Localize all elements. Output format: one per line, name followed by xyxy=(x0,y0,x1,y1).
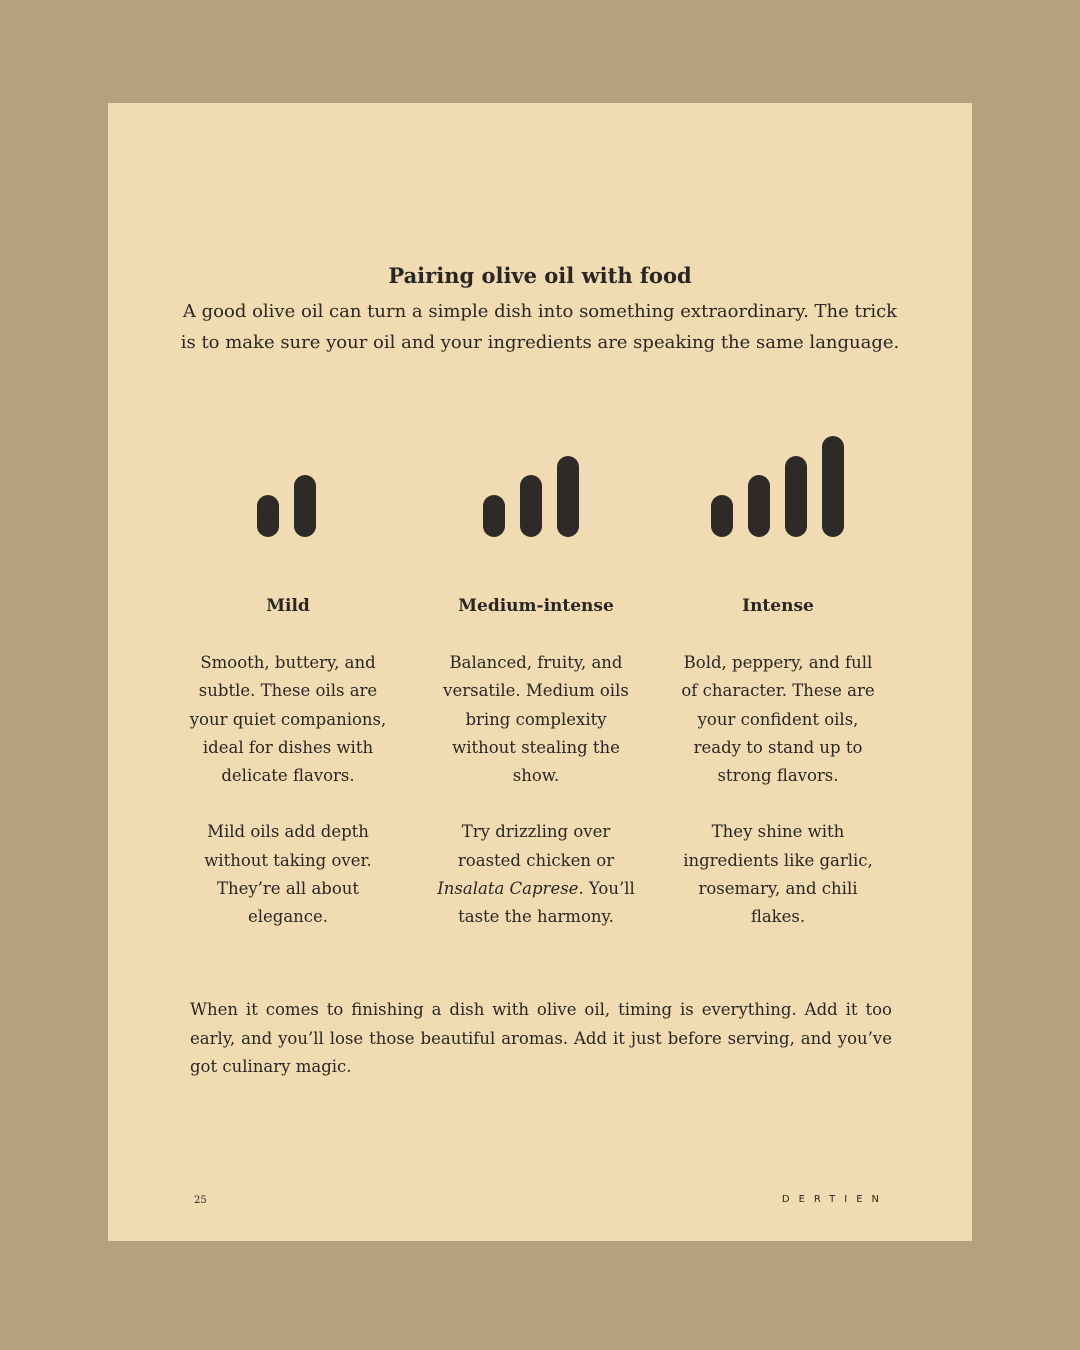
intensity-label: Intense xyxy=(742,596,814,616)
intensity-column-medium xyxy=(436,423,636,932)
brand-logo: DERTIEN xyxy=(781,1194,888,1205)
closing-paragraph: When it comes to finishing a dish with olive oil, timing is everything. Add it too early, and you’ll lose those beautiful aromas. Add it just before serving, and you’ve got culinary magic. xyxy=(190,1000,892,1077)
intensity-bar xyxy=(294,475,316,537)
document-page xyxy=(108,103,972,1241)
tip-text: Try drizzling over roasted chicken or xyxy=(457,822,615,870)
intensity-bars-icon xyxy=(436,423,636,537)
intensity-tip xyxy=(436,818,636,931)
intensity-label: Medium-intense xyxy=(458,596,614,616)
dish-name: Insalata Caprese xyxy=(437,879,579,899)
intensity-bar xyxy=(785,456,807,537)
intensity-bars-icon xyxy=(188,423,388,537)
intensity-bar xyxy=(711,495,733,537)
intensity-bar xyxy=(520,475,542,537)
intensity-description: Smooth, buttery, and subtle. These oils are your quiet companions, ideal for dishes with delicate flavors. xyxy=(189,653,387,786)
intensity-description: Balanced, fruity, and versatile. Medium oils bring complexity without stealing the show. xyxy=(443,653,629,786)
tip-text: . You’ll taste the harmony. xyxy=(458,879,635,927)
intensity-label: Mild xyxy=(266,596,310,616)
page-number: 25 xyxy=(194,1195,207,1206)
intensity-bar xyxy=(748,475,770,537)
intensity-bar xyxy=(257,495,279,537)
intensity-description: Bold, peppery, and full of character. These are your confident oils, ready to stand up to strong flavors. xyxy=(681,653,875,786)
intensity-bar xyxy=(483,495,505,537)
page-title: Pairing olive oil with food xyxy=(388,263,692,288)
intensity-column-mild xyxy=(188,423,388,932)
intensity-bar xyxy=(557,456,579,537)
intro-paragraph: A good olive oil can turn a simple dish into something extraordinary. The trick is to make sure your oil and your ingredients are speaking the same language. xyxy=(180,301,900,353)
intensity-tip: They shine with ingredients like garlic, rosemary, and chili flakes. xyxy=(683,822,873,927)
intensity-tip: Mild oils add depth without taking over. They’re all about elegance. xyxy=(204,822,372,927)
intensity-column-intense xyxy=(678,423,878,932)
intensity-bar xyxy=(822,436,844,537)
intensity-bars-icon xyxy=(678,423,878,537)
